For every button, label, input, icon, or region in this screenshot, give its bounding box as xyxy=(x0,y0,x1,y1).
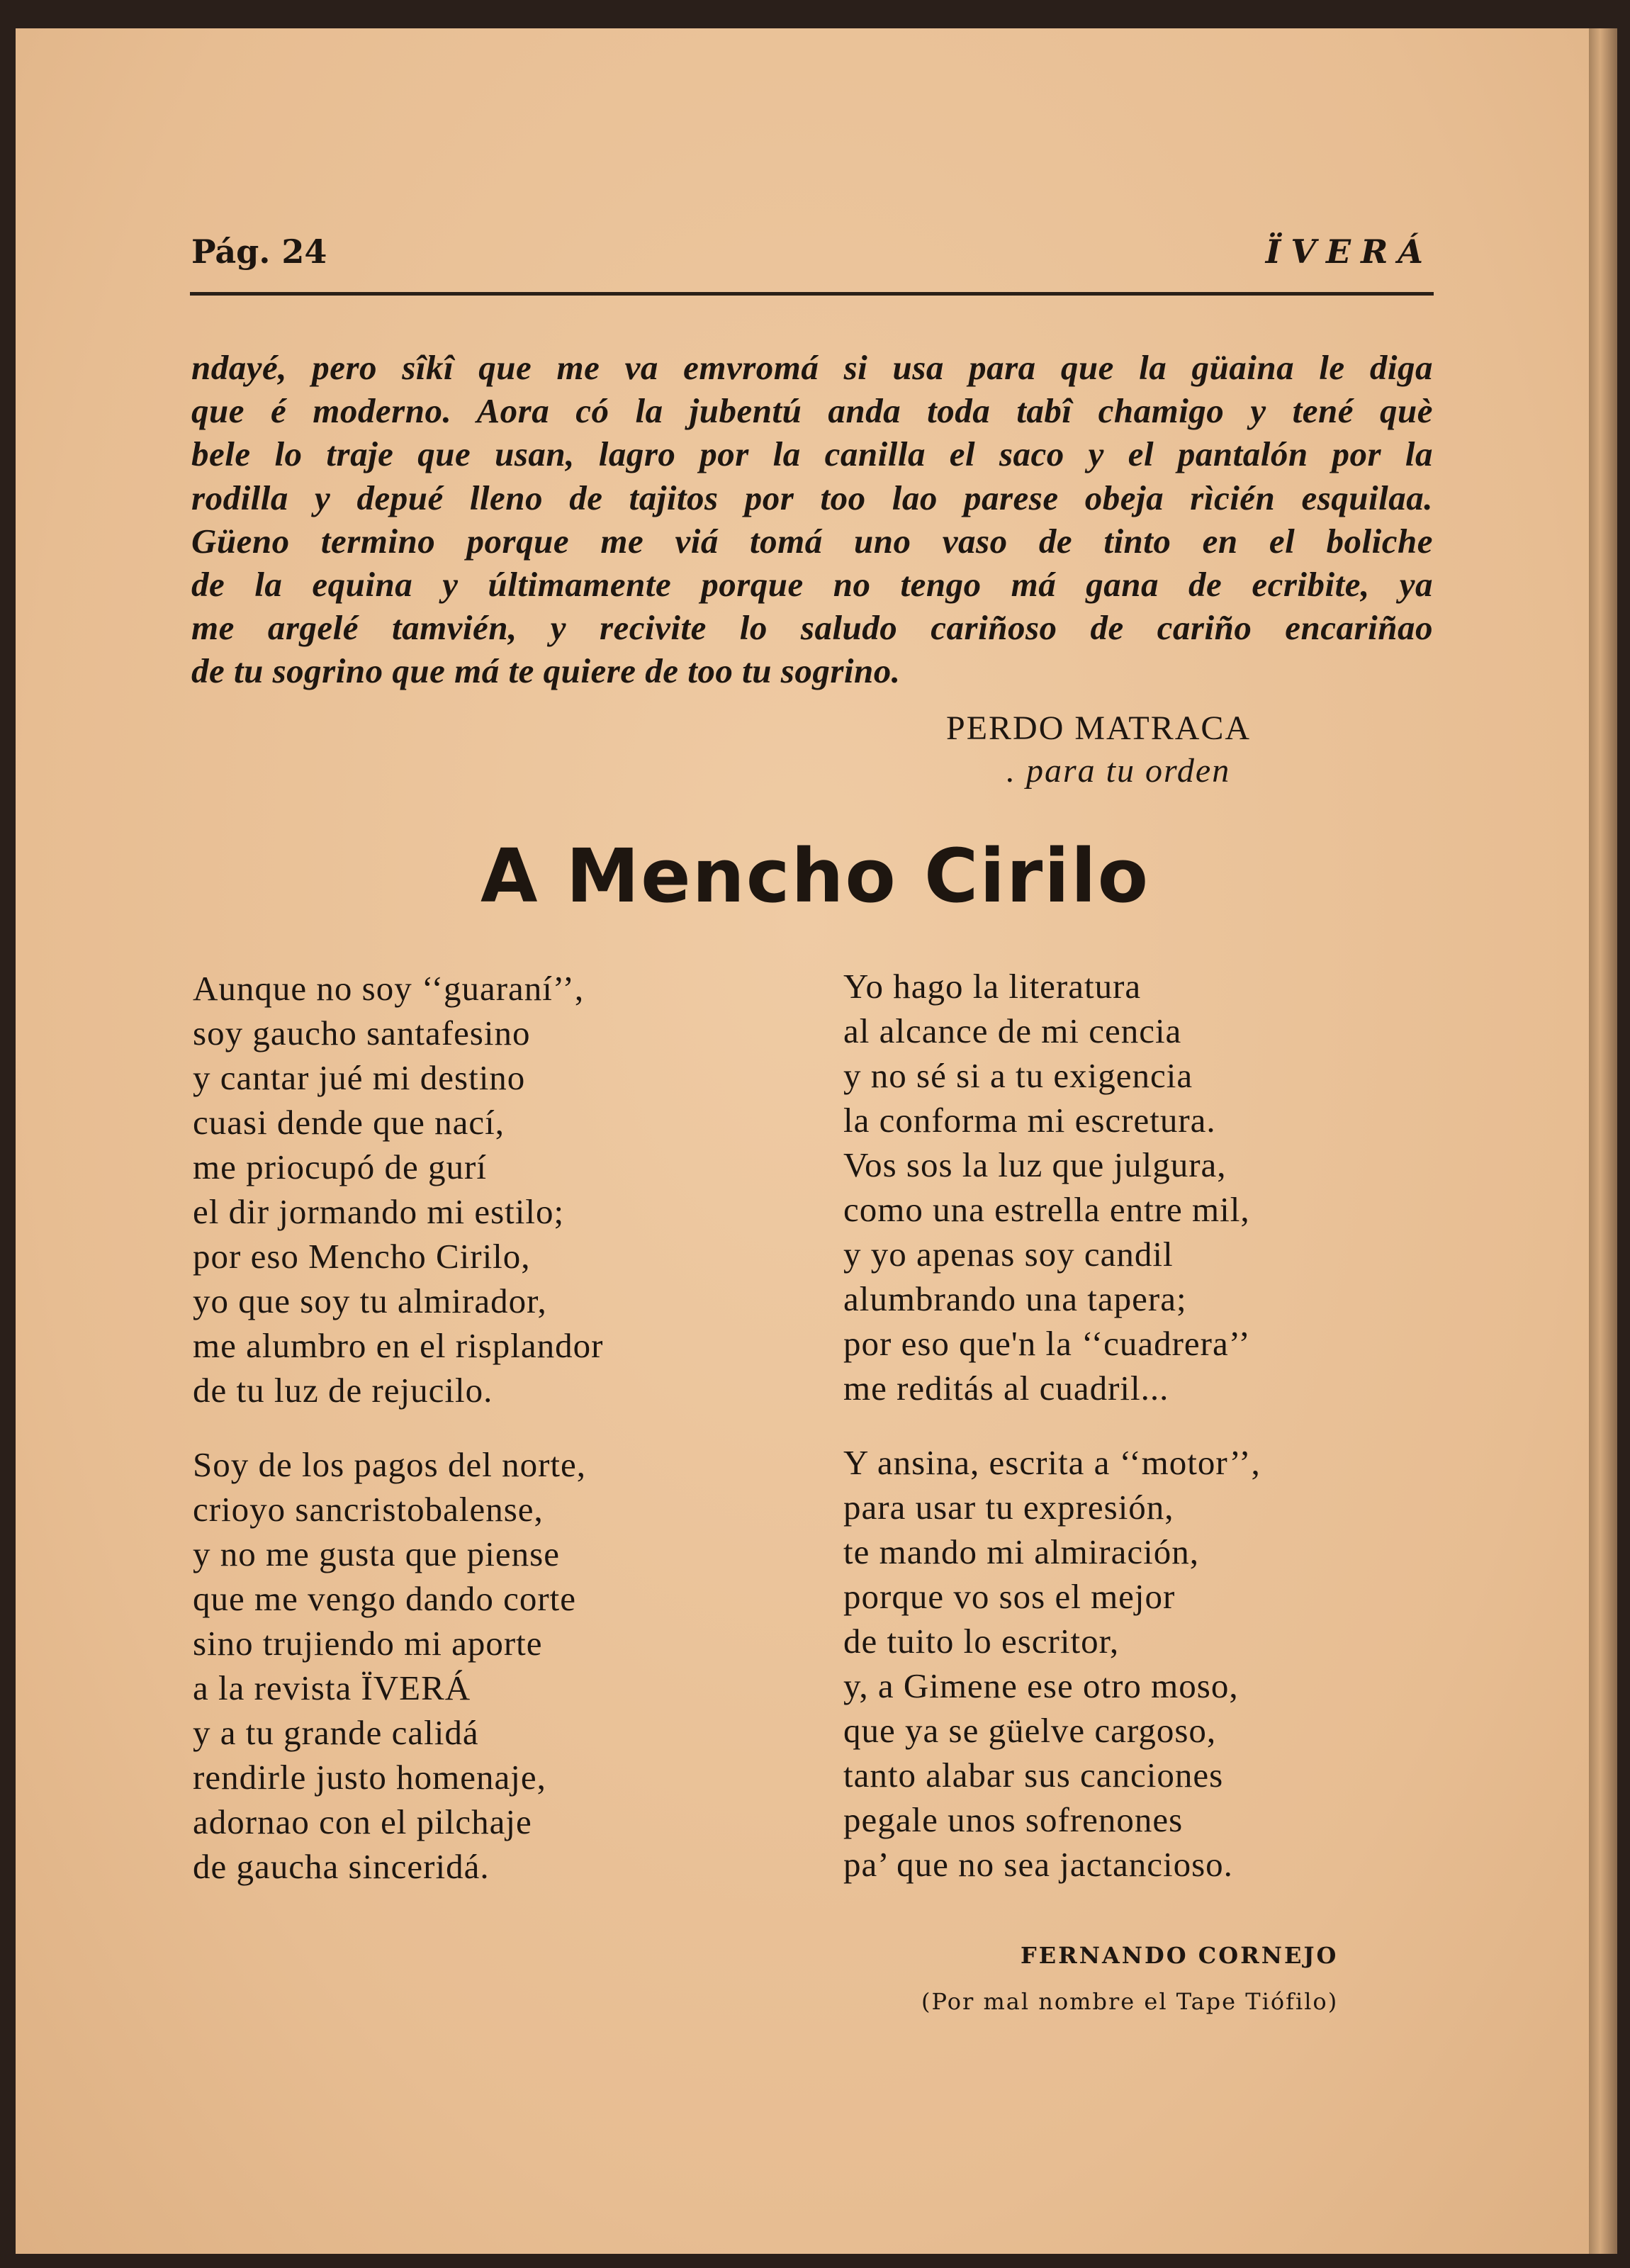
poem-line: cuasi dende que nací, xyxy=(193,1103,505,1142)
prose-line: me argelé tamvién, y recivite lo saludo cariñoso de cariño encariñao xyxy=(191,608,1433,648)
poem-line: Vos sos la luz que julgura, xyxy=(843,1145,1227,1184)
poem-stanza xyxy=(843,1440,1261,1887)
poem-line: porque vo sos el mejor xyxy=(843,1577,1176,1616)
poem-line: de tuito lo escritor, xyxy=(843,1622,1120,1661)
letter-closing: . para tu orden xyxy=(1006,752,1231,790)
poem-line: y yo apenas soy candil xyxy=(843,1235,1174,1274)
poem-line: a la revista ÏVERÁ xyxy=(193,1668,471,1707)
poem-line: alumbrando una tapera; xyxy=(843,1279,1187,1318)
poem-line: rendirle justo homenaje, xyxy=(193,1758,546,1797)
prose-line: Güeno termino porque me viá tomá uno vaso de tinto en el boliche xyxy=(191,521,1433,561)
poem-line: y, a Gimene ese otro moso, xyxy=(843,1666,1239,1705)
prose-line: de la equina y últimamente porque no tengo má gana de ecribite, ya xyxy=(191,565,1433,605)
poem-line: que ya se güelve cargoso, xyxy=(843,1711,1217,1750)
poem-line: pa’ que no sea jactancioso. xyxy=(843,1845,1233,1884)
poem-right-column xyxy=(843,964,1261,1916)
page-edge xyxy=(1589,28,1617,2254)
poem-line: de tu luz de rejucilo. xyxy=(193,1371,493,1410)
poem-line: para usar tu expresión, xyxy=(843,1488,1174,1527)
poem-line: que me vengo dando corte xyxy=(193,1579,577,1618)
poem-line: Y ansina, escrita a ‘‘motor’’, xyxy=(843,1443,1261,1482)
poem-line: crioyo sancristobalense, xyxy=(193,1490,544,1529)
header-rule xyxy=(190,292,1434,296)
poem-stanza xyxy=(193,1442,603,1889)
prose-line: rodilla y depué lleno de tajitos por too lao parese obeja rìcién esquilaa. xyxy=(191,478,1433,517)
poem-line: me priocupó de gurí xyxy=(193,1147,487,1186)
poem-line: por eso que'n la ‘‘cuadrera’’ xyxy=(843,1324,1251,1363)
poem-line: la conforma mi escretura. xyxy=(843,1101,1216,1140)
poem-author: FERNANDO CORNEJO xyxy=(1021,1942,1339,1969)
author-nickname: (Por mal nombre el Tape Tiófilo) xyxy=(921,1988,1339,2015)
page-number: Pág. 24 xyxy=(191,232,327,271)
poem-stanza xyxy=(843,964,1261,1410)
poem-line: me alumbro en el risplandor xyxy=(193,1326,604,1365)
poem-line: tanto alabar sus canciones xyxy=(843,1756,1224,1795)
prose-line: de tu sogrino que má te quiere de too tu sogrino. xyxy=(191,651,901,691)
poem-line: Aunque no soy ‘‘guaraní’’, xyxy=(193,969,585,1008)
poem-line: y a tu grande calidá xyxy=(193,1713,479,1752)
poem-line: de gaucha sinceridá. xyxy=(193,1847,490,1886)
poem-title: A Mencho Cirilo xyxy=(480,833,1150,919)
letter-text xyxy=(191,346,1433,693)
poem-line: y cantar jué mi destino xyxy=(193,1058,526,1097)
poem-line: Yo hago la literatura xyxy=(843,967,1142,1006)
poem-line: soy gaucho santafesino xyxy=(193,1014,531,1052)
poem-line: me reditás al cuadril... xyxy=(843,1369,1169,1408)
poem-line: al alcance de mi cencia xyxy=(843,1011,1182,1050)
poem-line: yo que soy tu almirador, xyxy=(193,1281,547,1320)
poem-stanza xyxy=(193,966,603,1413)
poem-line: el dir jormando mi estilo; xyxy=(193,1192,565,1231)
poem-line: adornao con el pilchaje xyxy=(193,1802,532,1841)
poem-line: por eso Mencho Cirilo, xyxy=(193,1237,531,1276)
poem-line: y no sé si a tu exigencia xyxy=(843,1056,1193,1095)
poem-line: Soy de los pagos del norte, xyxy=(193,1445,587,1484)
prose-line: ndayé, pero sîkî que me va emvromá si usa para que la güaina le diga xyxy=(191,348,1433,387)
poem-line: como una estrella entre mil, xyxy=(843,1190,1250,1229)
poem-line: y no me gusta que piense xyxy=(193,1534,560,1573)
poem-line: te mando mi almiración, xyxy=(843,1532,1199,1571)
poem-line: sino trujiendo mi aporte xyxy=(193,1624,543,1663)
magazine-title: ÏVERÁ xyxy=(1265,232,1433,271)
prose-line: que é moderno. Aora có la jubentú anda toda tabî chamigo y tené què xyxy=(191,391,1433,431)
poem-line: pegale unos sofrenones xyxy=(843,1800,1184,1839)
poem-left-column xyxy=(193,966,603,1919)
prose-line: bele lo traje que usan, lagro por la canilla el saco y el pantalón por la xyxy=(191,434,1433,474)
letter-signature: PERDO MATRACA xyxy=(946,709,1252,747)
